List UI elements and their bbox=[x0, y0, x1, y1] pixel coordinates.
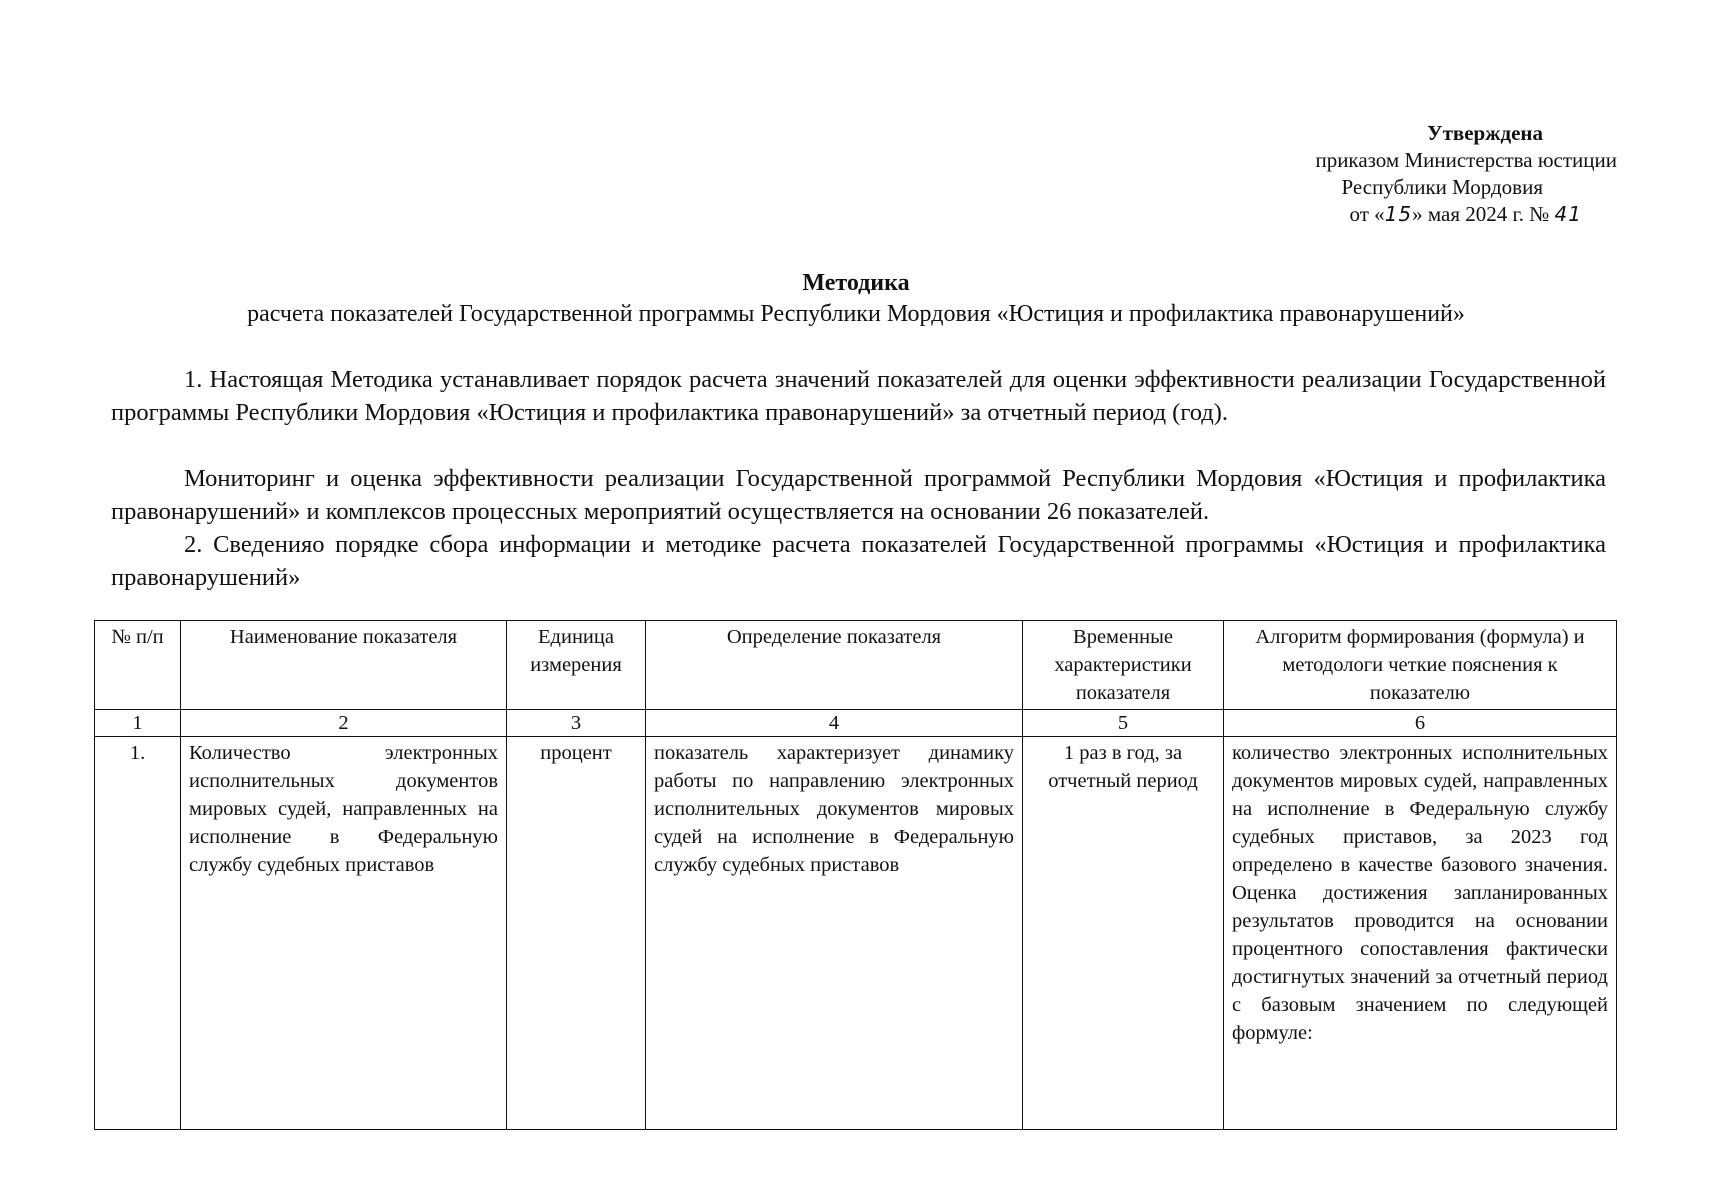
indicator-timing: 1 раз в год, за отчетный период bbox=[1023, 737, 1224, 1130]
date-middle: » мая 2024 г. № bbox=[1412, 202, 1550, 226]
column-number: 5 bbox=[1023, 710, 1224, 737]
approval-line-1: приказом Министерства юстиции bbox=[1315, 148, 1617, 172]
approval-heading: Утверждена bbox=[1427, 121, 1543, 145]
handwritten-order-number: 41 bbox=[1554, 202, 1582, 226]
column-number: 4 bbox=[646, 710, 1023, 737]
table-row bbox=[95, 737, 1617, 1130]
header-cell: № п/п bbox=[95, 621, 181, 710]
column-number-row bbox=[95, 710, 1617, 737]
handwritten-day: 15 bbox=[1384, 202, 1413, 226]
column-number: 1 bbox=[95, 710, 181, 737]
indicator-name: Количество электронных исполнительных документов мировых судей, направленных на исполнение в Федеральную службу судебных приставов bbox=[181, 737, 507, 1130]
indicator-algorithm: количество электронных исполнительных документов мировых судей, направленных на исполнение в Федеральную службу судебных приставов, за 2023 год определено в качестве базового значения. Оценка достижения запланированных результатов проводится на основании процентного сопоставления фактически достигнутых значений за отчетный период с базовым значением по следующей формуле: bbox=[1224, 737, 1617, 1130]
table-header-row bbox=[95, 621, 1617, 710]
indicator-definition: показатель характеризует динамику работы по направлению электронных исполнительных документов мировых судей на исполнение в Федеральную службу судебных приставов bbox=[646, 737, 1023, 1130]
approval-line-2: Республики Мордовия bbox=[1341, 175, 1543, 199]
header-cell: Определение показателя bbox=[646, 621, 1023, 710]
document-title: Методика bbox=[802, 270, 910, 296]
header-cell: Временные характеристики показателя bbox=[1023, 621, 1224, 710]
header-cell: Алгоритм формирования (формула) и методологи четкие пояснения к показателю bbox=[1224, 621, 1617, 710]
column-number: 2 bbox=[181, 710, 507, 737]
paragraph-1 bbox=[111, 364, 1606, 430]
approval-date-line bbox=[1180, 201, 1620, 228]
paragraph-3-text: 2. Сведенияо порядке сбора информации и методике расчета показателей Государственной программы «Юстиция и профилактика правонарушений» bbox=[111, 531, 1606, 591]
column-number: 3 bbox=[507, 710, 646, 737]
document-subtitle: расчета показателей Государственной программы Республики Мордовия «Юстиция и профилактика правонарушений» bbox=[247, 301, 1465, 327]
approval-stamp bbox=[1180, 120, 1620, 228]
header-cell: Наименование показателя bbox=[181, 621, 507, 710]
paragraph-2 bbox=[111, 463, 1606, 529]
indicator-unit: процент bbox=[507, 737, 646, 1130]
column-number: 6 bbox=[1224, 710, 1617, 737]
paragraph-3 bbox=[111, 529, 1606, 595]
header-cell: Единица измерения bbox=[507, 621, 646, 710]
row-number: 1. bbox=[95, 737, 181, 1130]
indicators-table bbox=[94, 620, 1617, 1130]
date-prefix: от « bbox=[1349, 202, 1385, 226]
paragraph-1-text: 1. Настоящая Методика устанавливает порядок расчета значений показателей для оценки эффективности реализации Государственной программы Республики Мордовия «Юстиция и профилактика правонарушений» за отчетный период (год). bbox=[111, 366, 1606, 426]
paragraph-2-text: Мониторинг и оценка эффективности реализации Государственной программой Республики Мордовия «Юстиция и профилактика правонарушений» и комплексов процессных мероприятий осуществляется на основании 26 показателей. bbox=[111, 465, 1606, 525]
